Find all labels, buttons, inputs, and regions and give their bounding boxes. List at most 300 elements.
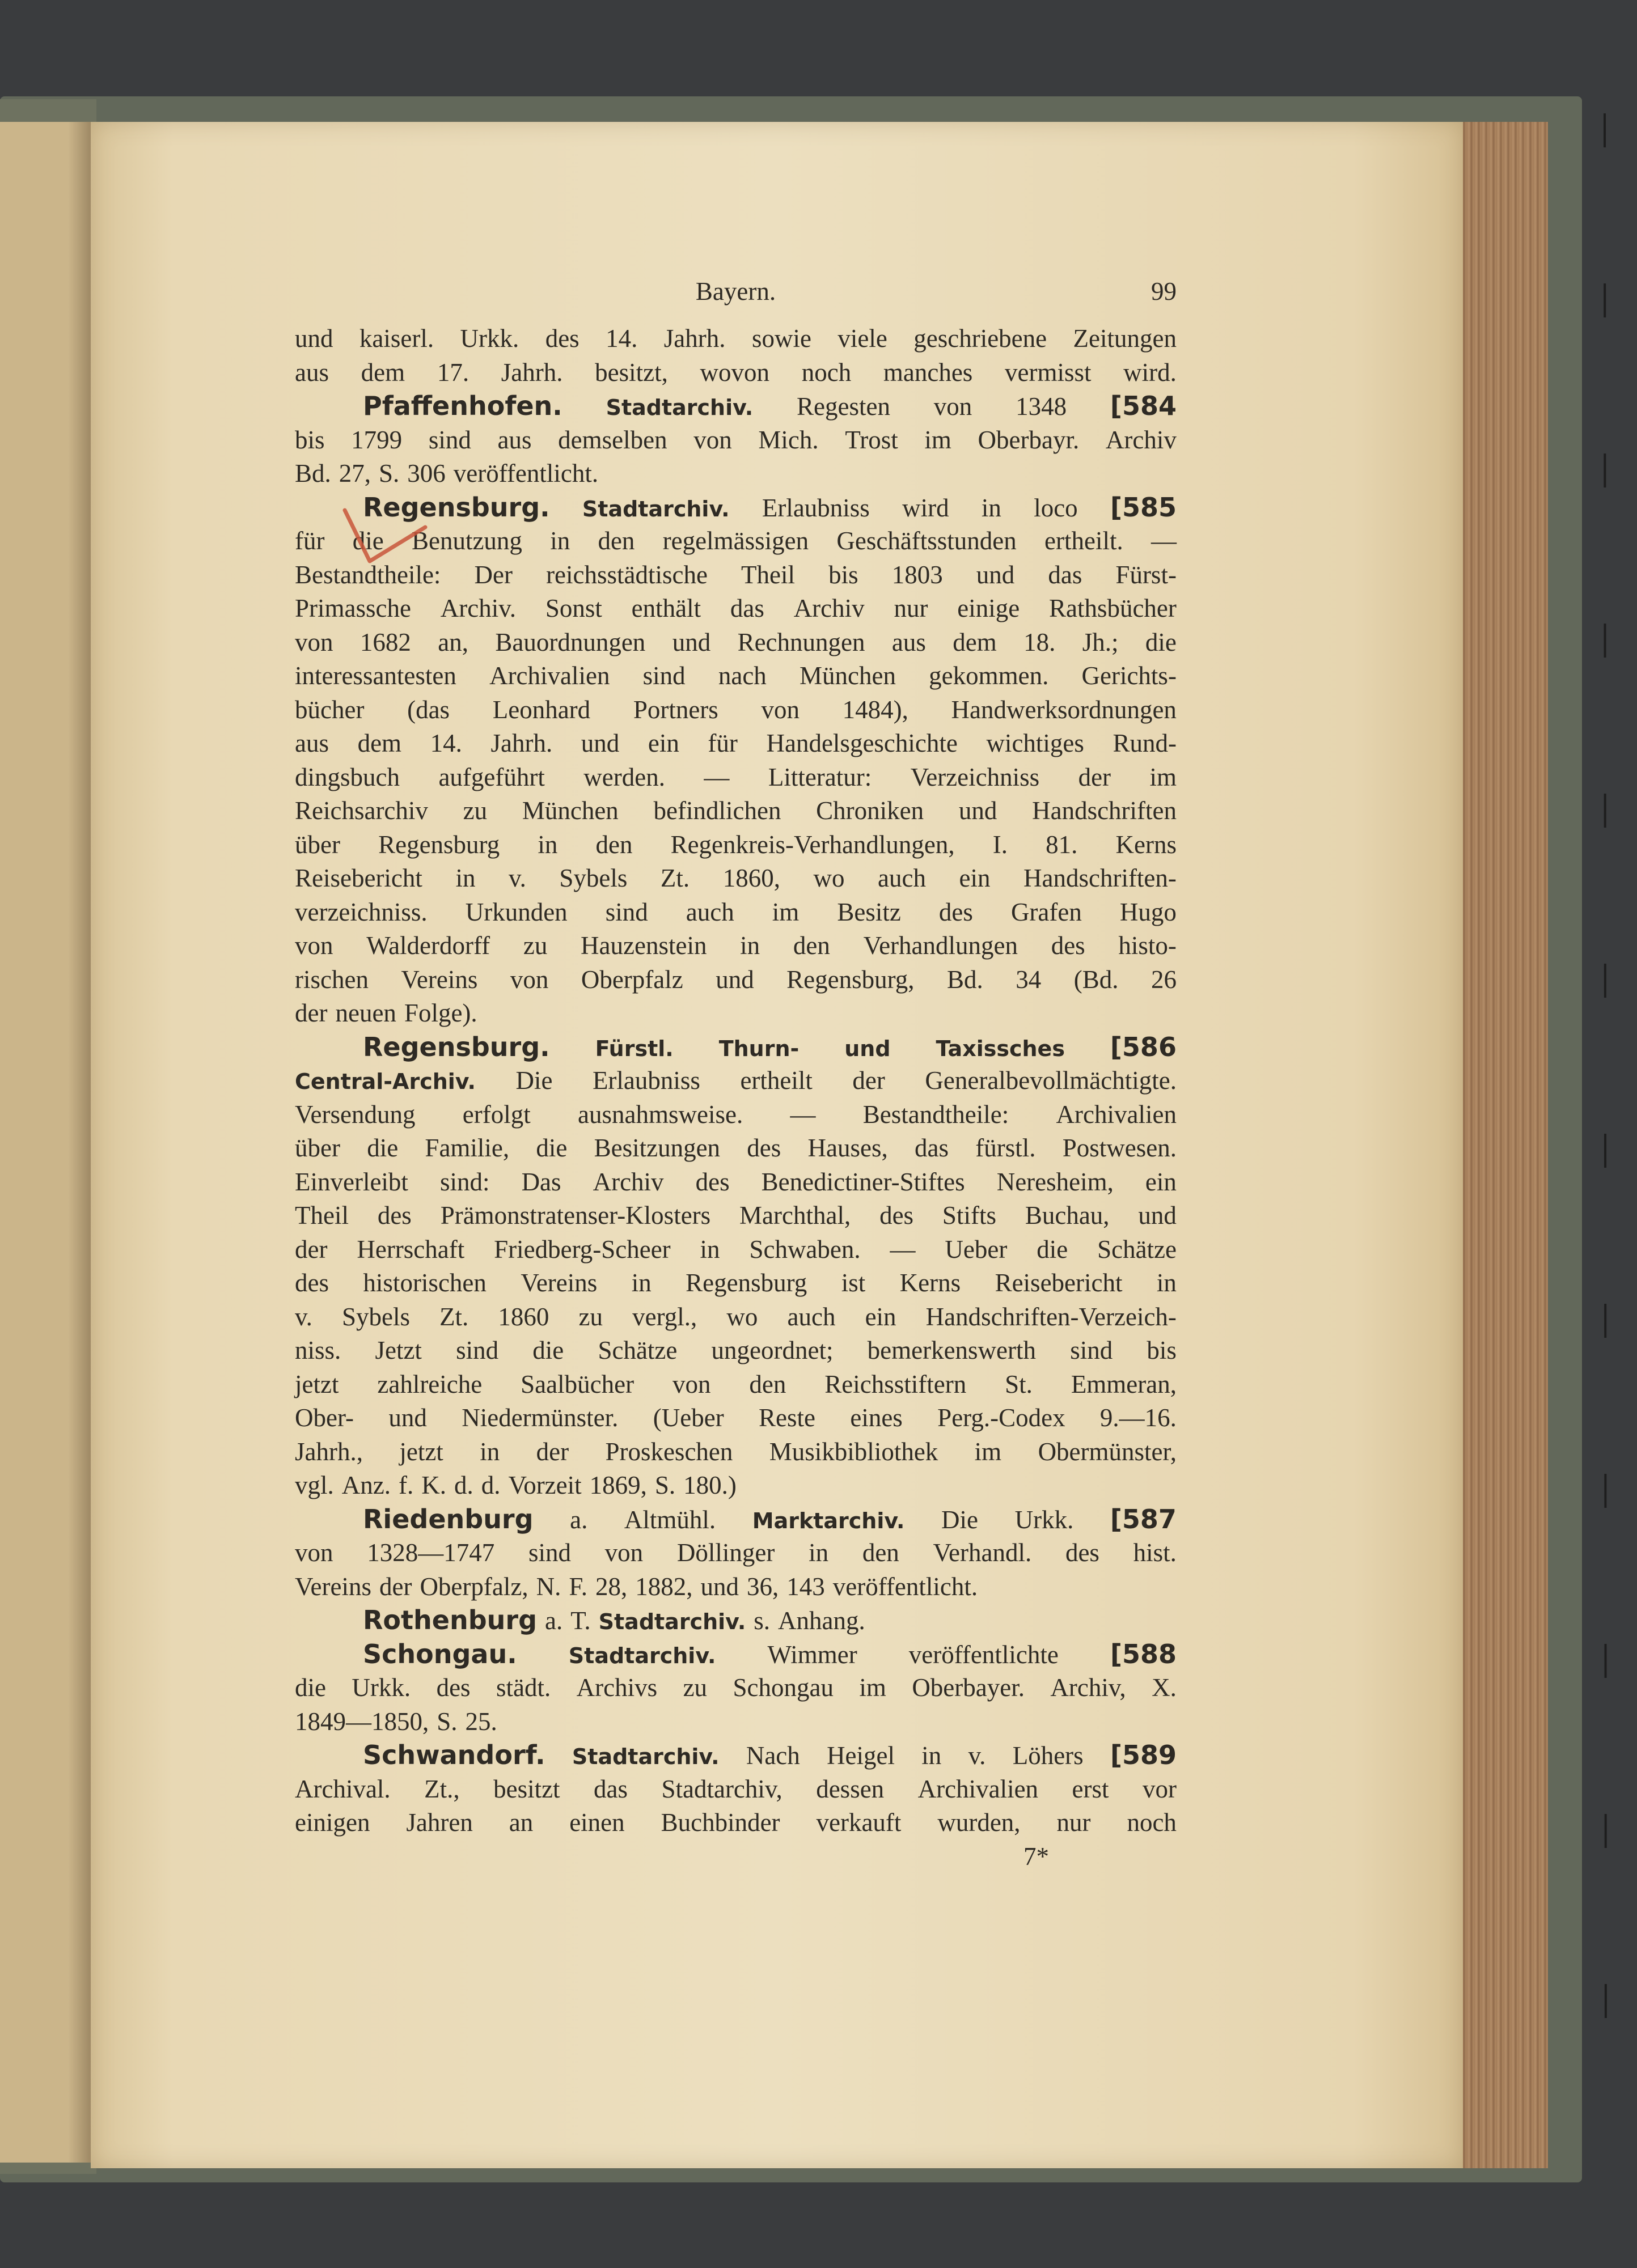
word: verkauft (816, 1808, 902, 1837)
word: wird (902, 493, 949, 522)
word: Generalbevollmächtigte. (925, 1066, 1177, 1095)
word: Jahrh. (663, 324, 726, 353)
word: Altmühl. (624, 1505, 716, 1534)
word: bemerkenswerth (867, 1336, 1037, 1364)
word: des (295, 1269, 329, 1297)
word: des (545, 324, 579, 353)
word: 1869, (589, 1471, 647, 1499)
word: 1882, (635, 1572, 693, 1601)
word: von (510, 965, 549, 994)
word: Niedermünster. (462, 1404, 619, 1432)
word: bis (1147, 1336, 1177, 1364)
word: auch (878, 864, 926, 892)
word: Urkunden (465, 897, 568, 926)
word: des (1051, 931, 1085, 960)
word: auch (686, 897, 734, 926)
word: dingsbuch (295, 762, 400, 791)
word: (das (407, 695, 450, 724)
word: Grafen (1010, 897, 1082, 926)
word: Handwerksordnungen (951, 695, 1177, 724)
word: den (793, 931, 830, 960)
word: Regensburg (378, 830, 500, 859)
word: aufgeführt (438, 762, 545, 791)
word: Bd. (947, 965, 983, 994)
word: sowie (751, 324, 811, 353)
word: Bestandtheile: (295, 560, 441, 589)
word: Chroniken (816, 796, 924, 825)
word: Marchthal, (739, 1201, 851, 1230)
word: die (352, 527, 384, 555)
entry-heading: [584 (1110, 391, 1177, 421)
word: den (595, 830, 633, 859)
word: 306 (407, 459, 446, 487)
word: Vereins (521, 1269, 598, 1297)
entry-heading: Schwandorf. (363, 1740, 545, 1770)
word: d. (481, 1471, 501, 1499)
word: Archivalien (489, 662, 610, 690)
text-line (295, 1570, 1177, 1604)
word: rischen (295, 965, 369, 994)
text-line (295, 1536, 1177, 1570)
word: Zt. (660, 864, 690, 892)
word: veröffentlicht. (453, 459, 599, 487)
word: sind (642, 662, 686, 690)
word: Vorzeit (508, 1471, 582, 1499)
word: Kerns (899, 1269, 961, 1297)
word: der (536, 1437, 569, 1466)
word: Proskeschen (605, 1437, 733, 1466)
archive-label: Stadtarchiv. (598, 1609, 746, 1634)
word: dem (361, 358, 405, 387)
word: enthält (631, 594, 701, 622)
word: zu (683, 1673, 708, 1702)
word: die (1037, 1235, 1068, 1264)
text-line (295, 693, 1177, 727)
text-line (295, 862, 1177, 896)
text-line (295, 1266, 1177, 1300)
binding-thread (1582, 113, 1627, 2154)
word: Urkk. (460, 324, 519, 353)
archive-label: Stadtarchiv. (606, 395, 754, 420)
archive-label: Fürstl. (595, 1036, 674, 1061)
text-line (295, 1773, 1177, 1807)
word: regelmässigen (662, 527, 809, 555)
word: nur (1056, 1808, 1091, 1837)
text-line (295, 1368, 1177, 1402)
word: Besitzungen (594, 1134, 721, 1162)
word: St. (1005, 1370, 1033, 1398)
word: Reisebericht (295, 864, 422, 892)
archive-label: Central-Archiv. (295, 1069, 476, 1094)
word: Archiv (593, 1167, 664, 1196)
word: wird. (1123, 358, 1177, 387)
word: und (976, 560, 1015, 589)
entry-heading: Regensburg. (363, 491, 550, 523)
word: erfolgt (462, 1100, 531, 1129)
text-line (295, 761, 1177, 795)
word: die (532, 1336, 564, 1364)
word: Jahrh. (501, 358, 563, 387)
word: Familie, (425, 1134, 510, 1162)
word: Nach (746, 1741, 800, 1770)
word: werden. (583, 762, 665, 791)
entry-heading: [586 (1110, 1031, 1177, 1062)
entry-heading: Riedenburg (363, 1503, 534, 1534)
word: Hauses, (807, 1134, 888, 1162)
word: 1860 (498, 1302, 549, 1331)
word: f. (399, 1471, 414, 1499)
word: Archival. (295, 1774, 391, 1803)
word: reichsstädtische (546, 560, 708, 589)
word: den (598, 527, 635, 555)
word: 81. (1046, 830, 1078, 859)
word: Löhers (1012, 1741, 1084, 1770)
word: Archiv, (1050, 1673, 1126, 1702)
word: Archivs (576, 1673, 658, 1702)
word: Archiv (1105, 425, 1177, 454)
word: Schätze (598, 1336, 678, 1364)
word: Jahren (406, 1808, 473, 1837)
word: ein (1145, 1167, 1177, 1196)
word: Archivalien (917, 1774, 1039, 1803)
word: Reste (759, 1404, 816, 1432)
text-line (295, 1031, 1177, 1065)
word: manches (883, 358, 973, 387)
word: das (730, 594, 764, 622)
word: und (388, 1404, 427, 1432)
word: Archiv (793, 594, 865, 622)
word: Regesten (797, 392, 890, 421)
word: Anhang. (778, 1606, 865, 1635)
text-line (295, 1233, 1177, 1267)
word: a. (545, 1606, 563, 1635)
word: veröffentlicht. (832, 1572, 978, 1601)
word: von (604, 1538, 644, 1567)
word: erst (1072, 1774, 1109, 1803)
word: 143 (786, 1572, 825, 1601)
word: von (693, 425, 732, 454)
word: den (749, 1370, 786, 1398)
word: ein (959, 864, 991, 892)
text-line (295, 389, 1177, 423)
word: 14. (430, 729, 462, 757)
entry-heading: Rothenburg (363, 1605, 537, 1635)
word: im (859, 1673, 886, 1702)
text-line (295, 1098, 1177, 1132)
word: von (295, 628, 333, 656)
word: 18. (1023, 628, 1056, 656)
word: Ueber (945, 1235, 1008, 1264)
archive-label: Taxissches (936, 1036, 1065, 1061)
word: demselben (558, 425, 667, 454)
archive-label: Stadtarchiv. (582, 496, 730, 522)
text-line (295, 322, 1177, 356)
word: Bestandtheile: (862, 1100, 1009, 1129)
word: 14. (606, 324, 638, 353)
word: des (377, 1201, 412, 1230)
word: S. (379, 459, 400, 487)
archive-label: Stadtarchiv. (568, 1643, 716, 1668)
entry-heading: Regensburg. (363, 1031, 550, 1062)
word: jetzt (295, 1370, 339, 1398)
word: histo- (1118, 931, 1177, 960)
word: Theil (295, 1201, 349, 1230)
word: fürstl. (975, 1134, 1036, 1162)
word: und (716, 965, 754, 994)
text-line (295, 1435, 1177, 1469)
word: hist. (1133, 1538, 1177, 1567)
word: Stifts (942, 1201, 996, 1230)
word: Der (474, 560, 513, 589)
word: noch (1127, 1808, 1177, 1837)
word: Hauzenstein (581, 931, 707, 960)
word: Jetzt (375, 1336, 422, 1364)
word: in (700, 1235, 720, 1264)
word: auch (787, 1302, 836, 1331)
text-line (295, 997, 1177, 1031)
word: veröffentlichte (908, 1640, 1059, 1669)
word: aus (295, 358, 329, 387)
word: Primassche (295, 594, 411, 622)
word: in (809, 1538, 829, 1567)
word: dessen (816, 1774, 885, 1803)
word: zu (578, 1302, 603, 1331)
word: des (747, 1134, 781, 1162)
word: 1803 (891, 560, 943, 589)
word: Schongau (733, 1673, 834, 1702)
word: Archiv. (440, 594, 517, 622)
word: Buchau, (1025, 1201, 1110, 1230)
entry-heading: [589 (1110, 1740, 1177, 1770)
word: K. (421, 1471, 446, 1499)
word: Besitz (837, 897, 901, 926)
word: 1849—1850, (295, 1707, 429, 1736)
word: 1484), (842, 695, 908, 724)
word: Rathsbücher (1048, 594, 1177, 622)
word: 1348 (1016, 392, 1067, 421)
word: von (761, 695, 800, 724)
text-line (295, 659, 1177, 693)
word: (Ueber (653, 1404, 724, 1432)
word: Rechnungen (737, 628, 865, 656)
text-line (295, 1638, 1177, 1672)
word: 28, (595, 1572, 628, 1601)
word: ein (648, 729, 679, 757)
text-line (295, 963, 1177, 997)
word: Vereins (401, 965, 478, 994)
word: Zeitungen (1073, 324, 1177, 353)
text-line (295, 1806, 1177, 1840)
word: sind (1070, 1336, 1113, 1364)
word: vergl., (632, 1302, 697, 1331)
word: Vereins (295, 1572, 371, 1601)
word: an (509, 1808, 534, 1837)
word: wo (726, 1302, 758, 1331)
word: — (890, 1235, 916, 1264)
word: Reichsstiftern (824, 1370, 967, 1398)
pencil-checkmark (340, 505, 454, 584)
word: Urkk. (352, 1673, 411, 1702)
word: einen (569, 1808, 625, 1837)
word: eines (850, 1404, 903, 1432)
word: nach (718, 662, 767, 690)
word: 1682 (359, 628, 411, 656)
archive-label: Stadtarchiv. (572, 1744, 720, 1769)
word: von (672, 1370, 711, 1398)
word: — (704, 762, 730, 791)
word: wichtiges (986, 729, 1084, 757)
word: Döllinger (676, 1538, 775, 1567)
word: 1799 (351, 425, 403, 454)
signature-mark: 7* (1023, 1842, 1049, 1871)
word: S. (654, 1471, 676, 1499)
word: Rund- (1113, 729, 1177, 757)
word: Litteratur: (768, 762, 872, 791)
word: nur (894, 594, 928, 622)
word: Benutzung (411, 527, 522, 555)
word: München (522, 796, 619, 825)
word: den (862, 1538, 899, 1567)
word: Zt., (424, 1774, 460, 1803)
word: und (1138, 1201, 1177, 1230)
entry-heading: [588 (1110, 1638, 1177, 1669)
text-line (295, 896, 1177, 930)
word: wurden, (937, 1808, 1021, 1837)
word: Folge). (404, 999, 477, 1027)
word: das (594, 1774, 628, 1803)
word: und (295, 324, 333, 353)
word: interessantesten (295, 662, 456, 690)
word: 34 (1016, 965, 1042, 994)
text-line (295, 828, 1177, 862)
word: F. (569, 1572, 588, 1601)
word: von (295, 931, 333, 960)
word: wo (813, 864, 845, 892)
word: sind (528, 1538, 571, 1567)
word: aus (891, 628, 926, 656)
word: — (790, 1100, 816, 1129)
word: einige (957, 594, 1020, 622)
word: X. (1152, 1673, 1177, 1702)
word: und (958, 796, 997, 825)
word: Einverleibt (295, 1167, 408, 1196)
word: Regensburg (686, 1269, 807, 1297)
word: und (672, 628, 711, 656)
word: Gerichts- (1081, 662, 1177, 690)
word: städt. (496, 1673, 551, 1702)
word: wovon (700, 358, 770, 387)
word: an, (438, 628, 468, 656)
word: von (933, 392, 972, 421)
word: Herrschaft (357, 1235, 465, 1264)
word: Trost (845, 425, 898, 454)
word: Urkk. (1014, 1505, 1074, 1534)
word: sind (428, 425, 471, 454)
word: Sonst (545, 594, 602, 622)
word: Postwesen. (1062, 1134, 1177, 1162)
word: die (536, 1134, 568, 1162)
word: ertheilt (740, 1066, 813, 1095)
text-line (295, 423, 1177, 457)
word: noch (801, 358, 852, 387)
word: Portners (633, 695, 718, 724)
word: gekommen. (929, 662, 1049, 690)
word: Die (515, 1066, 553, 1095)
word: ungeordnet; (711, 1336, 834, 1364)
word: im (772, 897, 800, 926)
text-line (295, 794, 1177, 828)
word: in (480, 1437, 500, 1466)
word: Das (521, 1167, 561, 1196)
word: des (695, 1167, 730, 1196)
word: Regenkreis-Verhandlungen, (670, 830, 955, 859)
word: zu (463, 796, 488, 825)
word: der (295, 999, 328, 1027)
entry-heading: [585 (1110, 491, 1177, 523)
text-line (295, 1334, 1177, 1368)
word: N. (536, 1572, 561, 1601)
word: ein (865, 1302, 896, 1331)
text-line (295, 1165, 1177, 1199)
word: Reichsarchiv (295, 796, 428, 825)
word: verzeichniss. (295, 897, 428, 926)
word: besitzt, (595, 358, 668, 387)
word: Reisebericht (995, 1269, 1123, 1297)
running-title: Bayern. (695, 277, 776, 306)
word: neuen (335, 999, 396, 1027)
word: 26 (1150, 965, 1177, 994)
word: Emmeran, (1071, 1370, 1177, 1398)
word: Schwaben. (749, 1235, 861, 1264)
word: geschriebene (913, 324, 1047, 353)
word: Ober- (295, 1404, 354, 1432)
word: und (700, 1572, 739, 1601)
text-line (295, 1401, 1177, 1435)
word: in (981, 493, 1001, 522)
word: Prämonstratenser-Klosters (440, 1201, 711, 1230)
word: dem (357, 729, 402, 757)
word: im (924, 425, 951, 454)
word: Benedictiner-Stiftes (761, 1167, 965, 1196)
text-line (295, 727, 1177, 761)
word: kaiserl. (359, 324, 434, 353)
word: Bauordnungen (495, 628, 646, 656)
word: Buchbinder (661, 1808, 780, 1837)
text-line (295, 1064, 1177, 1098)
text-line (295, 1131, 1177, 1165)
text-line (295, 1503, 1177, 1537)
word: 1860, (722, 864, 780, 892)
entry-heading: Schongau. (363, 1638, 517, 1669)
word: Erlaubniss (762, 493, 870, 522)
archive-label: und (844, 1036, 891, 1061)
word: viele (837, 324, 887, 353)
word: Regensburg, (786, 965, 915, 994)
running-header (295, 277, 1177, 322)
word: das (914, 1134, 949, 1162)
word: Jahrh. (490, 729, 553, 757)
word: Jahrh., (295, 1437, 363, 1466)
word: 25. (465, 1707, 497, 1736)
word: Zt. (439, 1302, 469, 1331)
word: s. (754, 1606, 771, 1635)
word: jetzt (399, 1437, 443, 1466)
text-line (295, 1739, 1177, 1773)
word: Verhandl. (933, 1538, 1032, 1567)
word: zu (523, 931, 548, 960)
word: Sybels (559, 864, 628, 892)
word: aus (295, 729, 329, 757)
